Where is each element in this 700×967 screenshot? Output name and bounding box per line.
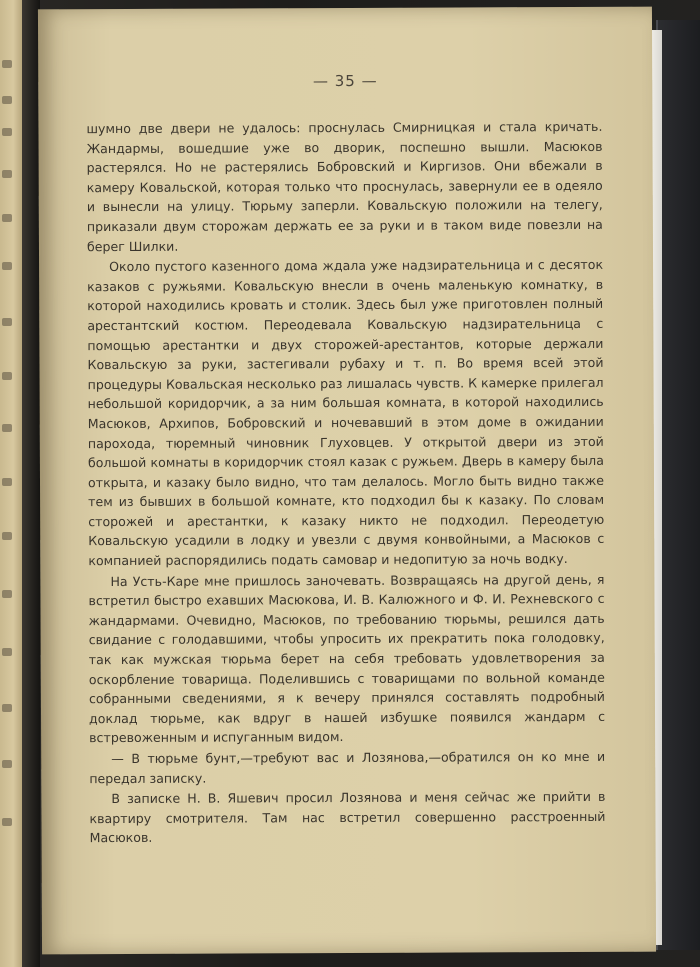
- left-page-text-fragment: [2, 818, 12, 826]
- paragraph: На Усть-Каре мне пришлось заночевать. Возвращаясь на другой день, я встретил быстро ехавших Масюкова, И. В. Калюжного и Ф. И. Рехневского с жандармами. Очевидно, Масюков, по требованию тюрьмы, решился дать свидание с голодавшими, чтобы упросить их прекратить пока голодовку, так как мужская тюрьма берет на себя требовать удовлетворения за оскорбление товарища. Поделившись с товарищами по вольной команде собранными сведениями, я к вечеру принялся составлять подробный доклад тюрьме, как вдруг в нашей избушке появился жандарм с встревоженным и испуганным видом.: [88, 571, 606, 746]
- left-page-text-fragment: [2, 532, 12, 540]
- left-page-text-fragment: [2, 704, 12, 712]
- left-page-text-fragment: [2, 214, 12, 222]
- left-page-text-fragment: [2, 760, 12, 768]
- page-number: — 35 —: [312, 71, 378, 91]
- book-page: [38, 7, 656, 955]
- left-page-text-fragment: [2, 372, 12, 380]
- left-page-edge: [0, 0, 22, 967]
- left-page-text-fragment: [2, 128, 12, 136]
- left-page-text-fragment: [2, 170, 12, 178]
- left-page-text-fragment: [2, 262, 12, 270]
- paragraph: Около пустого казенного дома ждала уже надзирательница и с десяток казаков с ружьями. Ковальскую внесли в очень маленькую комнатку, в которой находились кровать и столик. Здесь был уже приготовлен полный арестантский костюм. Переодевала Ковальскую надзирательница с помощью арестантки и двух сторожей-арестантов, которые держали Ковальскую за руки, застегивали рубаху и т. п. Во время всей этой процедуры Ковальская несколько раз лишалась чувств. К камерке прилегал небольшой коридорчик, а за ним большая комната, в которой находились Масюков, Архипов, Бобровский и ночевавший в этом доме в ожидании парохода, тюремный чиновник Глуховцев. У открытой двери из этой большой комнаты в коридорчик стоял казак с ружьем. Дверь в камеру была открыта, и казаку было видно, что там делалось. Могло быть видно также тем из бывших в большой комнате, кто подходил бы к казаку. По словам сторожей и арестантки, к казаку никто не подходил. Переодетую Ковальскую усадили в лодку и увезли с двумя конвойными, а Масюков с компанией распорядились подать самовар и недопитую за ночь водку.: [87, 257, 605, 569]
- left-page-text-fragment: [2, 590, 12, 598]
- left-page-text-fragment: [2, 60, 12, 68]
- left-page-text-fragment: [2, 648, 12, 656]
- paragraph: шумно две двери не удалось: проснулась Смирницкая и стала кричать. Жандармы, вошедшие уже во дворик, поспешно вышли. Масюков растерялся. Но не растерялись Бобровский и Киргизов. Они вбежали в камеру Ковальской, которая только что проснулась, завернули ее в одеяло и вынесли на улицу. Тюрьму заперли. Ковальскую положили на телегу, приказали двум сторожам держать ее за руки и в таком виде повезли на берег Шилки.: [86, 118, 603, 254]
- left-page-text-fragment: [2, 424, 12, 432]
- page-body-text: [86, 117, 605, 848]
- book-gutter: [22, 0, 40, 967]
- left-page-text-fragment: [2, 96, 12, 104]
- paragraph: В записке Н. В. Яшевич просил Лозянова и меня сейчас же прийти в квартиру смотрителя. Там нас встретил совершенно расстроенный Масюков.: [89, 789, 606, 846]
- paragraph: — В тюрьме бунт,—требуют вас и Лозянова,—обратился он ко мне и передал записку.: [89, 748, 606, 786]
- left-page-text-fragment: [2, 478, 12, 486]
- book-cover-edge: [656, 20, 700, 950]
- left-page-text-fragment: [2, 318, 12, 326]
